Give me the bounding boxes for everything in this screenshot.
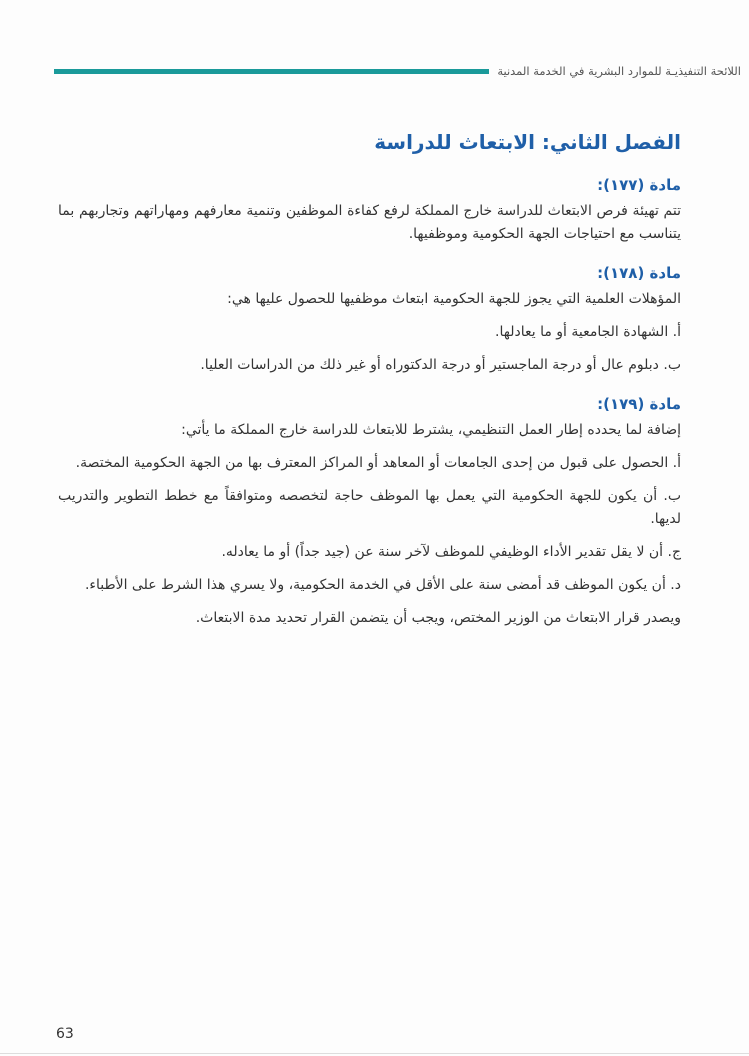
article-title: مادة (١٧٨):	[597, 264, 681, 282]
page-number: 63	[56, 1026, 74, 1042]
footer-divider	[0, 1053, 749, 1054]
article-item: ب. دبلوم عال أو درجة الماجستير أو درجة الدكتوراه أو غير ذلك من الدراسات العليا.	[200, 357, 681, 373]
article-item: د. أن يكون الموظف قد أمضى سنة على الأقل في الخدمة الحكومية، ولا يسري هذا الشرط على الأطباء.	[84, 577, 681, 593]
page-content	[58, 118, 681, 648]
header-title: اللائحة التنفيذيـة للموارد البشرية في الخدمة المدنية	[497, 64, 741, 78]
page-header	[54, 60, 749, 82]
article-item: ج. أن لا يقل تقدير الأداء الوظيفي للموظف لآخر سنة عن (جيد جداً) أو ما يعادله.	[221, 544, 681, 560]
article-item: ب. أن يكون للجهة الحكومية التي يعمل بها الموظف حاجة لتخصصه ومتوافقاً مع خطط التطوير والتدريب لديها.	[58, 488, 681, 527]
article-177	[58, 176, 681, 246]
article-paragraph: المؤهلات العلمية التي يجوز للجهة الحكومية ابتعاث موظفيها للحصول عليها هي:	[227, 291, 681, 307]
article-title: مادة (١٧٧):	[597, 176, 681, 194]
chapter-title: الفصل الثاني: الابتعاث للدراسة	[374, 130, 681, 154]
header-accent-bar	[54, 69, 489, 74]
article-item: أ. الحصول على قبول من إحدى الجامعات أو المعاهد أو المراكز المعترف بها من الجهة الحكومية المختصة.	[75, 455, 681, 471]
article-item: أ. الشهادة الجامعية أو ما يعادلها.	[495, 324, 681, 340]
article-paragraph: إضافة لما يحدده إطار العمل التنظيمي، يشترط للابتعاث للدراسة خارج المملكة ما يأتي:	[181, 422, 681, 438]
article-178	[58, 264, 681, 377]
article-title: مادة (١٧٩):	[597, 395, 681, 413]
article-179	[58, 395, 681, 630]
article-paragraph: تتم تهيئة فرص الابتعاث للدراسة خارج المملكة لرفع كفاءة الموظفين وتنمية معارفهم ومهاراتهم وتجاربهم بما يتناسب مع احتياجات الجهة الحكومية وموظفيها.	[58, 203, 681, 242]
article-paragraph: ويصدر قرار الابتعاث من الوزير المختص، ويجب أن يتضمن القرار تحديد مدة الابتعاث.	[195, 610, 681, 626]
